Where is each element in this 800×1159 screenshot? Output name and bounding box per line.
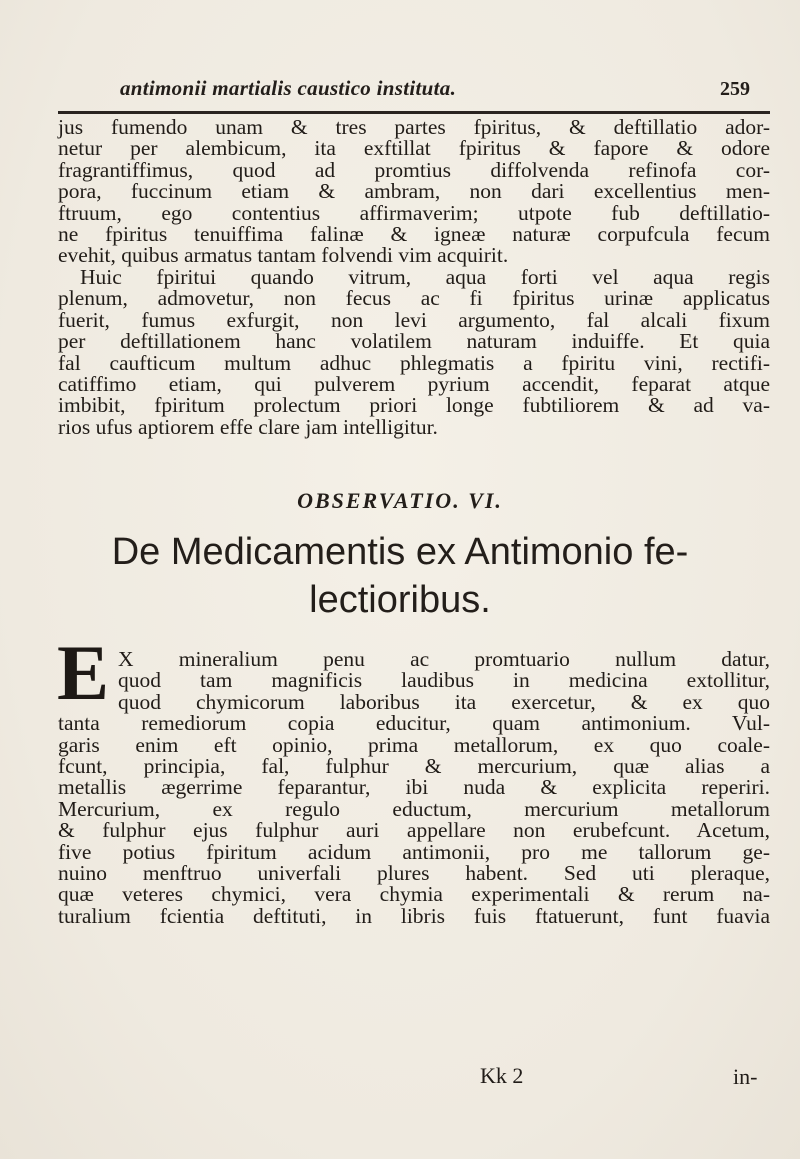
- text-line: evehit, quibus armatus tantam folvendi vim acquirit.: [58, 243, 509, 268]
- text-line: turalium fcientia deftituti, in libris fuis ftatuerunt, funt fuavia: [58, 903, 770, 928]
- paragraph-2: [58, 267, 770, 438]
- text-line: fcunt, principia, fal, fulphur & mercurium, quæ alias a: [58, 754, 770, 779]
- section-title-line-1: De Medicamentis ex Antimonio fe-: [111, 531, 689, 573]
- text-line: catiffimo etiam, qui pulverem pyrium accendit, feparat atque: [58, 372, 770, 397]
- text-line: tanta remediorum copia educitur, quam antimonium. Vul-: [58, 711, 770, 736]
- text-line: fuerit, fumus exfurgit, non levi argumento, fal alcali fixum: [58, 307, 770, 332]
- text-line: & fulphur ejus fulphur auri appellare non erubefcunt. Acetum,: [58, 818, 770, 843]
- text-line: pora, fuccinum etiam & ambram, non dari excellentius men-: [58, 179, 770, 204]
- text-line: nuino menftruo univerfali plures habent. Sed uti pleraque,: [58, 861, 770, 886]
- text-line: imbibit, fpiritum prolectum priori longe fubtiliorem & ad va-: [58, 393, 770, 418]
- header-rule: [58, 111, 770, 114]
- text-line: quæ veteres chymici, vera chymia experimentali & rerum na-: [58, 882, 770, 907]
- text-line: five potius fpiritum acidum antimonii, pro me tallorum ge-: [58, 839, 770, 864]
- catchword: in-: [733, 1064, 758, 1089]
- text-line: Huic fpiritui quando vitrum, aqua forti vel aqua regis: [80, 265, 770, 289]
- text-line: ftruum, ego contentius affirmaverim; utpote fub deftillatio-: [58, 200, 770, 225]
- text-line: fragrantiffimus, quod ad promtius diffolvenda refinofa cor-: [58, 157, 770, 182]
- text-line: quod tam magnificis laudibus in medicina extollitur,: [118, 668, 770, 693]
- signature-mark: Kk 2: [480, 1063, 524, 1088]
- running-title: antimonii martialis caustico instituta.: [120, 76, 457, 100]
- text-line: per deftillationem hanc volatilem naturam induiffe. Et quia: [58, 329, 770, 354]
- text-line: ne fpiritus tenuiffima falinæ & igneæ naturæ corpufcula fecum: [58, 222, 770, 247]
- section-title-line-2: lectioribus.: [309, 579, 491, 621]
- observatio-heading: OBSERVATIO. VI.: [297, 488, 503, 513]
- text-line: X mineralium penu ac promtuario nullum datur,: [118, 647, 770, 671]
- text-line: Mercurium, ex regulo eductum, mercurium metallorum: [58, 796, 770, 821]
- text-line: netur per alembicum, ita exftillat fpiritus & fapore & odore: [58, 136, 770, 161]
- text-line: quod chymicorum laboribus ita exercetur, & ex quo: [118, 689, 770, 714]
- text-line: garis enim eft opinio, prima metallorum, ex quo coale-: [58, 732, 770, 757]
- text-line: fal caufticum multum adhuc phlegmatis a fpiritu vini, rectifi-: [58, 350, 770, 375]
- text-line: jus fumendo unam & tres partes fpiritus, & deftillatio ador-: [58, 115, 770, 139]
- paragraph-1: [58, 117, 770, 267]
- page-number: 259: [720, 78, 750, 100]
- paragraph-3: [58, 649, 770, 927]
- section-title: [0, 528, 800, 624]
- drop-cap: E: [57, 629, 110, 716]
- text-line: rios ufus aptiorem effe clare jam intelligitur.: [58, 414, 438, 439]
- text-line: plenum, admovetur, non fecus ac fi fpiritus urinæ applicatus: [58, 286, 770, 311]
- text-line: metallis ægerrime feparantur, ibi nuda & explicita reperiri.: [58, 775, 770, 800]
